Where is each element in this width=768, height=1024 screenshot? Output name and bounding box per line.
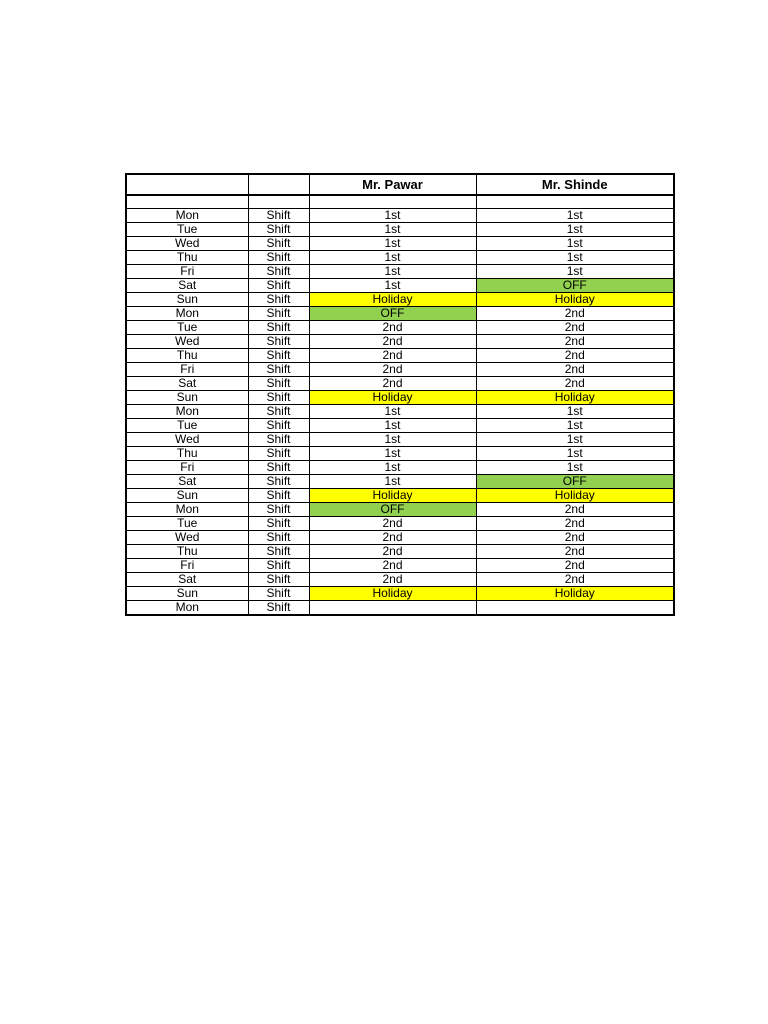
header-row bbox=[126, 174, 674, 195]
table-row bbox=[126, 559, 674, 573]
shinde-shift-cell[interactable]: 2nd bbox=[476, 377, 674, 391]
table-row bbox=[126, 293, 674, 307]
day-cell[interactable]: Fri bbox=[126, 363, 248, 377]
type-cell[interactable]: Shift bbox=[248, 489, 309, 503]
pawar-shift-cell[interactable]: 1st bbox=[309, 419, 476, 433]
shinde-shift-cell[interactable] bbox=[476, 601, 674, 616]
shinde-shift-cell[interactable]: 2nd bbox=[476, 307, 674, 321]
type-cell[interactable]: Shift bbox=[248, 391, 309, 405]
table-row bbox=[126, 461, 674, 475]
type-cell[interactable]: Shift bbox=[248, 237, 309, 251]
day-cell[interactable]: Fri bbox=[126, 559, 248, 573]
shinde-shift-cell[interactable]: 1st bbox=[476, 461, 674, 475]
type-cell[interactable]: Shift bbox=[248, 405, 309, 419]
pawar-shift-cell[interactable]: Holiday bbox=[309, 587, 476, 601]
type-cell[interactable]: Shift bbox=[248, 209, 309, 223]
type-cell[interactable]: Shift bbox=[248, 363, 309, 377]
day-cell[interactable]: Sun bbox=[126, 489, 248, 503]
type-cell[interactable]: Shift bbox=[248, 433, 309, 447]
type-cell[interactable]: Shift bbox=[248, 335, 309, 349]
table-row bbox=[126, 601, 674, 616]
day-cell[interactable]: Mon bbox=[126, 307, 248, 321]
type-cell[interactable]: Shift bbox=[248, 517, 309, 531]
shinde-shift-cell[interactable]: OFF bbox=[476, 279, 674, 293]
pawar-shift-cell[interactable]: 2nd bbox=[309, 349, 476, 363]
pawar-shift-cell[interactable]: 2nd bbox=[309, 545, 476, 559]
empty-cell[interactable] bbox=[126, 195, 248, 209]
day-cell[interactable]: Thu bbox=[126, 447, 248, 461]
table-row bbox=[126, 433, 674, 447]
day-cell[interactable]: Sat bbox=[126, 475, 248, 489]
shinde-shift-cell[interactable]: 1st bbox=[476, 209, 674, 223]
table-row bbox=[126, 517, 674, 531]
table-row bbox=[126, 447, 674, 461]
pawar-shift-cell[interactable]: 2nd bbox=[309, 321, 476, 335]
shinde-shift-cell[interactable]: 2nd bbox=[476, 517, 674, 531]
day-cell[interactable]: Sun bbox=[126, 293, 248, 307]
shinde-shift-cell[interactable]: 2nd bbox=[476, 531, 674, 545]
shinde-shift-cell[interactable]: 2nd bbox=[476, 335, 674, 349]
type-cell[interactable]: Shift bbox=[248, 447, 309, 461]
shinde-shift-cell[interactable]: Holiday bbox=[476, 391, 674, 405]
day-cell[interactable]: Sun bbox=[126, 587, 248, 601]
spacer-row bbox=[126, 195, 674, 209]
pawar-shift-cell[interactable]: 2nd bbox=[309, 517, 476, 531]
table-row bbox=[126, 503, 674, 517]
pawar-shift-cell[interactable]: 1st bbox=[309, 209, 476, 223]
pawar-shift-cell[interactable]: 2nd bbox=[309, 573, 476, 587]
table-row bbox=[126, 363, 674, 377]
pawar-shift-cell[interactable]: 1st bbox=[309, 279, 476, 293]
type-cell[interactable]: Shift bbox=[248, 251, 309, 265]
type-cell[interactable]: Shift bbox=[248, 265, 309, 279]
type-cell[interactable]: Shift bbox=[248, 461, 309, 475]
table-row bbox=[126, 545, 674, 559]
pawar-shift-cell[interactable]: 2nd bbox=[309, 377, 476, 391]
shinde-shift-cell[interactable]: Holiday bbox=[476, 489, 674, 503]
day-cell[interactable]: Mon bbox=[126, 405, 248, 419]
shift-schedule-table bbox=[125, 173, 675, 616]
type-cell[interactable]: Shift bbox=[248, 419, 309, 433]
pawar-shift-cell[interactable]: OFF bbox=[309, 307, 476, 321]
type-cell[interactable]: Shift bbox=[248, 587, 309, 601]
table-row bbox=[126, 321, 674, 335]
shinde-shift-cell[interactable]: 1st bbox=[476, 447, 674, 461]
shinde-shift-cell[interactable]: 1st bbox=[476, 251, 674, 265]
day-cell[interactable]: Tue bbox=[126, 419, 248, 433]
day-cell[interactable]: Tue bbox=[126, 223, 248, 237]
table-row bbox=[126, 307, 674, 321]
type-cell[interactable]: Shift bbox=[248, 573, 309, 587]
empty-cell[interactable] bbox=[309, 195, 476, 209]
shinde-shift-cell[interactable]: 2nd bbox=[476, 545, 674, 559]
table-row bbox=[126, 405, 674, 419]
day-cell[interactable]: Thu bbox=[126, 251, 248, 265]
type-cell[interactable]: Shift bbox=[248, 545, 309, 559]
header-day[interactable] bbox=[126, 174, 248, 195]
pawar-shift-cell[interactable]: 1st bbox=[309, 433, 476, 447]
day-cell[interactable]: Fri bbox=[126, 461, 248, 475]
pawar-shift-cell[interactable]: 1st bbox=[309, 237, 476, 251]
type-cell[interactable]: Shift bbox=[248, 531, 309, 545]
pawar-shift-cell[interactable]: 1st bbox=[309, 475, 476, 489]
table-row bbox=[126, 335, 674, 349]
type-cell[interactable]: Shift bbox=[248, 349, 309, 363]
shinde-shift-cell[interactable]: 1st bbox=[476, 405, 674, 419]
table-row bbox=[126, 531, 674, 545]
shinde-shift-cell[interactable]: 2nd bbox=[476, 559, 674, 573]
shinde-shift-cell[interactable]: OFF bbox=[476, 475, 674, 489]
type-cell[interactable]: Shift bbox=[248, 307, 309, 321]
pawar-shift-cell[interactable] bbox=[309, 601, 476, 616]
table-row bbox=[126, 573, 674, 587]
day-cell[interactable]: Thu bbox=[126, 545, 248, 559]
shinde-shift-cell[interactable]: 1st bbox=[476, 265, 674, 279]
type-cell[interactable]: Shift bbox=[248, 559, 309, 573]
header-employee-pawar[interactable]: Mr. Pawar bbox=[309, 174, 476, 195]
table-row bbox=[126, 279, 674, 293]
pawar-shift-cell[interactable]: 1st bbox=[309, 223, 476, 237]
day-cell[interactable]: Sat bbox=[126, 573, 248, 587]
day-cell[interactable]: Tue bbox=[126, 517, 248, 531]
table-row bbox=[126, 475, 674, 489]
day-cell[interactable]: Sat bbox=[126, 279, 248, 293]
shinde-shift-cell[interactable]: 1st bbox=[476, 419, 674, 433]
type-cell[interactable]: Shift bbox=[248, 377, 309, 391]
table-row bbox=[126, 419, 674, 433]
pawar-shift-cell[interactable]: OFF bbox=[309, 503, 476, 517]
type-cell[interactable]: Shift bbox=[248, 601, 309, 616]
pawar-shift-cell[interactable]: Holiday bbox=[309, 489, 476, 503]
day-cell[interactable]: Wed bbox=[126, 433, 248, 447]
empty-cell[interactable] bbox=[248, 195, 309, 209]
pawar-shift-cell[interactable]: 1st bbox=[309, 251, 476, 265]
shinde-shift-cell[interactable]: 2nd bbox=[476, 503, 674, 517]
table-row bbox=[126, 223, 674, 237]
pawar-shift-cell[interactable]: 2nd bbox=[309, 363, 476, 377]
pawar-shift-cell[interactable]: 2nd bbox=[309, 335, 476, 349]
shinde-shift-cell[interactable]: 2nd bbox=[476, 349, 674, 363]
type-cell[interactable]: Shift bbox=[248, 293, 309, 307]
table-row bbox=[126, 391, 674, 405]
day-cell[interactable]: Mon bbox=[126, 209, 248, 223]
day-cell[interactable]: Wed bbox=[126, 237, 248, 251]
shinde-shift-cell[interactable]: Holiday bbox=[476, 293, 674, 307]
pawar-shift-cell[interactable]: Holiday bbox=[309, 293, 476, 307]
day-cell[interactable]: Sat bbox=[126, 377, 248, 391]
table-row bbox=[126, 587, 674, 601]
type-cell[interactable]: Shift bbox=[248, 321, 309, 335]
header-employee-shinde[interactable]: Mr. Shinde bbox=[476, 174, 674, 195]
day-cell[interactable]: Wed bbox=[126, 531, 248, 545]
day-cell[interactable]: Sun bbox=[126, 391, 248, 405]
table-row bbox=[126, 377, 674, 391]
pawar-shift-cell[interactable]: Holiday bbox=[309, 391, 476, 405]
pawar-shift-cell[interactable]: 2nd bbox=[309, 559, 476, 573]
pawar-shift-cell[interactable]: 2nd bbox=[309, 531, 476, 545]
type-cell[interactable]: Shift bbox=[248, 475, 309, 489]
table-row bbox=[126, 349, 674, 363]
day-cell[interactable]: Tue bbox=[126, 321, 248, 335]
table-row bbox=[126, 265, 674, 279]
shinde-shift-cell[interactable]: 2nd bbox=[476, 321, 674, 335]
type-cell[interactable]: Shift bbox=[248, 223, 309, 237]
day-cell[interactable]: Thu bbox=[126, 349, 248, 363]
header-type[interactable] bbox=[248, 174, 309, 195]
shinde-shift-cell[interactable]: Holiday bbox=[476, 587, 674, 601]
day-cell[interactable]: Mon bbox=[126, 601, 248, 616]
pawar-shift-cell[interactable]: 1st bbox=[309, 405, 476, 419]
day-cell[interactable]: Mon bbox=[126, 503, 248, 517]
type-cell[interactable]: Shift bbox=[248, 503, 309, 517]
shinde-shift-cell[interactable]: 1st bbox=[476, 223, 674, 237]
pawar-shift-cell[interactable]: 1st bbox=[309, 447, 476, 461]
pawar-shift-cell[interactable]: 1st bbox=[309, 461, 476, 475]
day-cell[interactable]: Fri bbox=[126, 265, 248, 279]
shinde-shift-cell[interactable]: 2nd bbox=[476, 363, 674, 377]
shinde-shift-cell[interactable]: 1st bbox=[476, 237, 674, 251]
table-row bbox=[126, 209, 674, 223]
table-row bbox=[126, 251, 674, 265]
shinde-shift-cell[interactable]: 2nd bbox=[476, 573, 674, 587]
table-row bbox=[126, 489, 674, 503]
shinde-shift-cell[interactable]: 1st bbox=[476, 433, 674, 447]
type-cell[interactable]: Shift bbox=[248, 279, 309, 293]
pawar-shift-cell[interactable]: 1st bbox=[309, 265, 476, 279]
empty-cell[interactable] bbox=[476, 195, 674, 209]
table-row bbox=[126, 237, 674, 251]
day-cell[interactable]: Wed bbox=[126, 335, 248, 349]
